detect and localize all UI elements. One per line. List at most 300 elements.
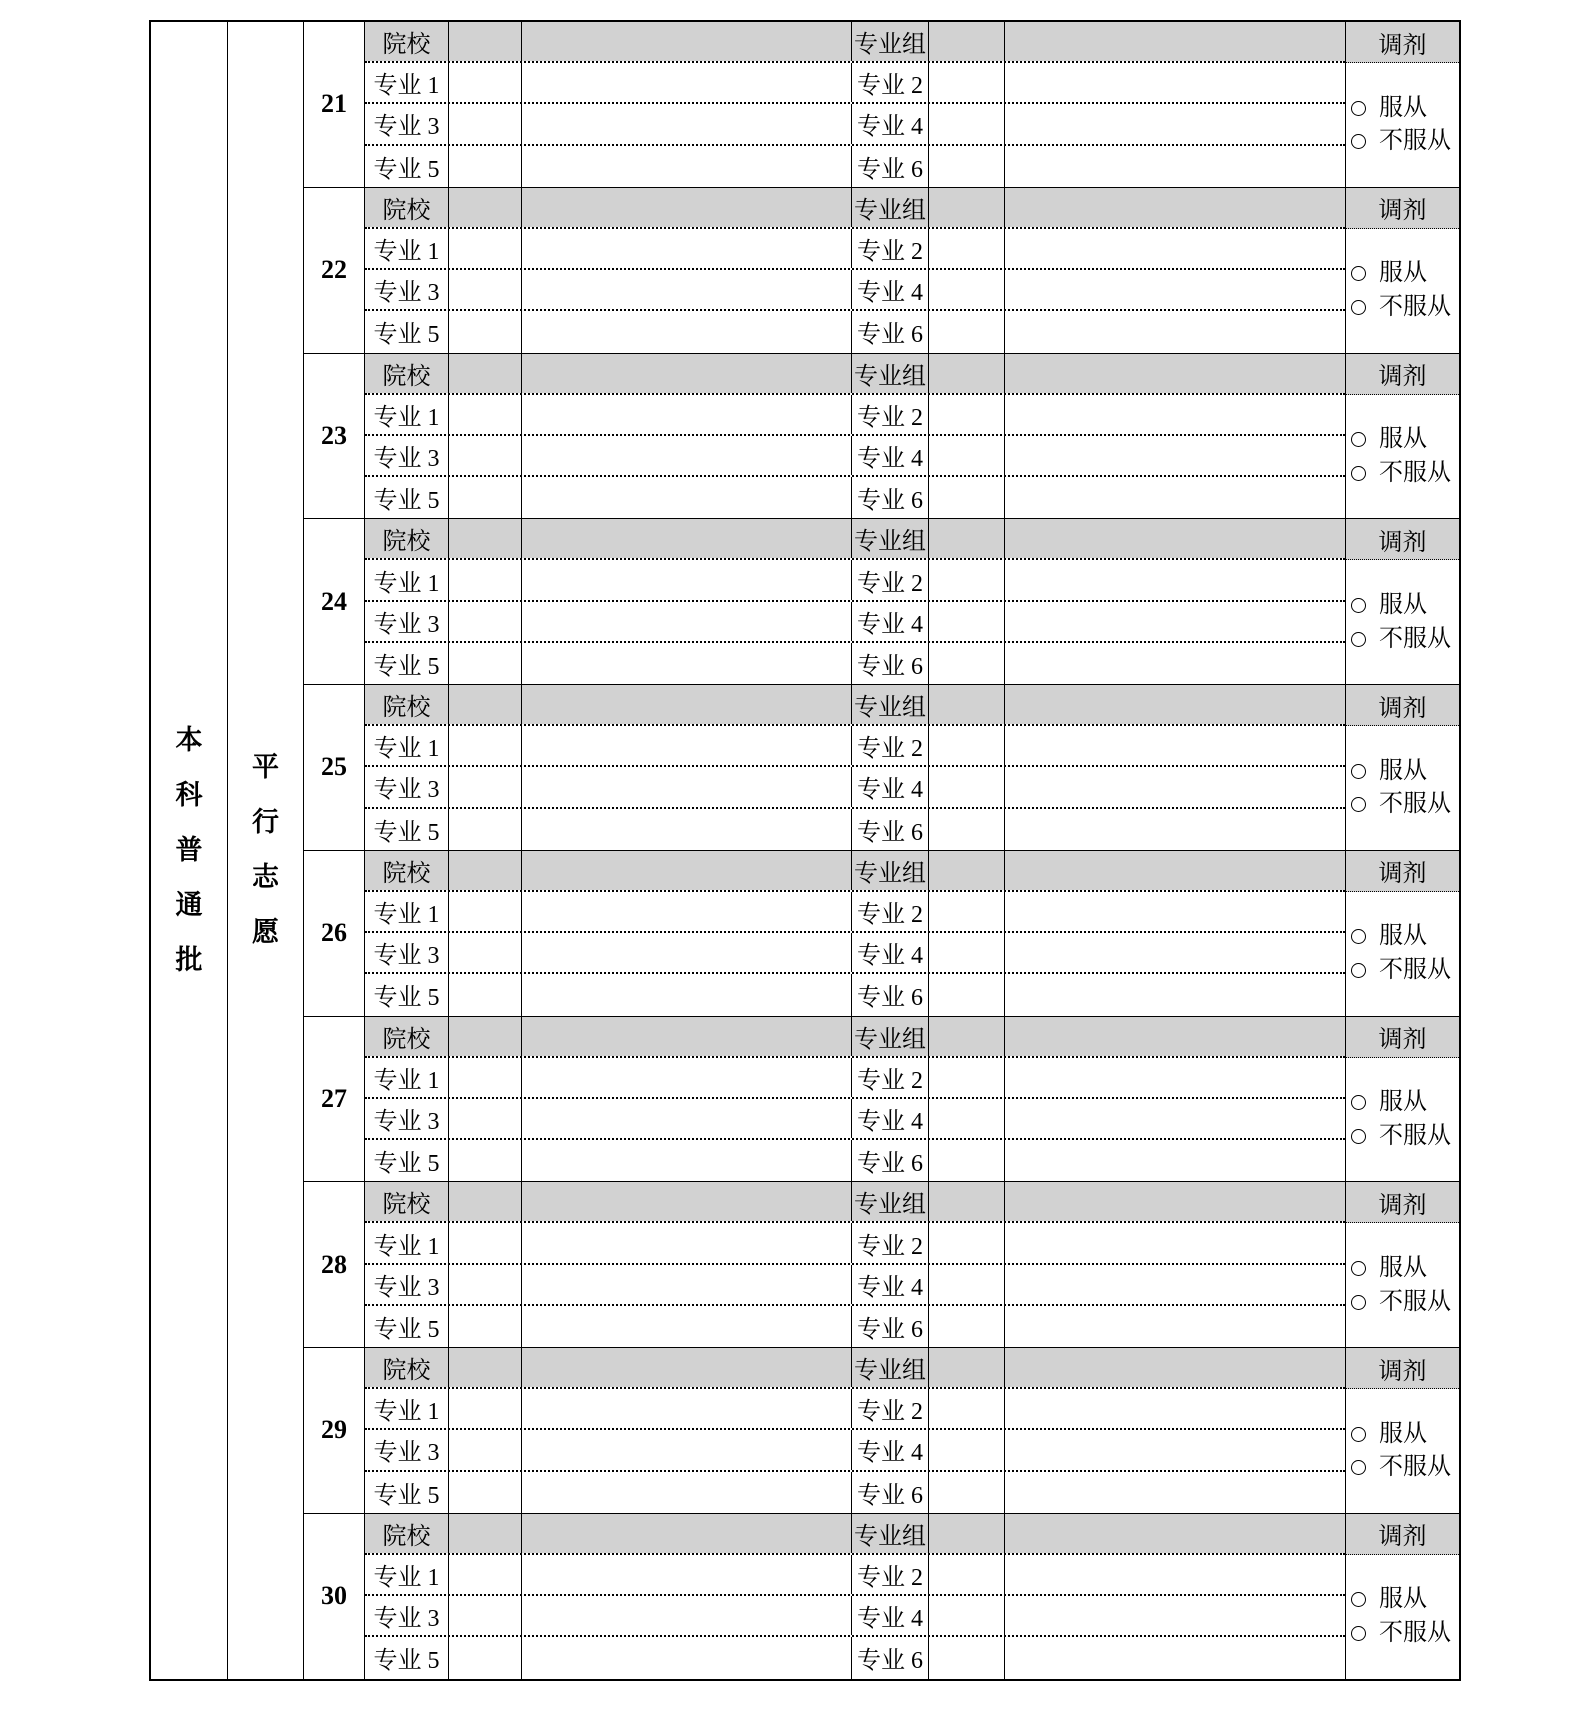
major2-label: 专业 2 — [852, 1555, 929, 1594]
adjust-obey-label: 服从 — [1379, 591, 1427, 618]
major-group-code-input[interactable] — [929, 519, 1005, 558]
major-group-name-input[interactable] — [1005, 519, 1345, 558]
batch-char: 科 — [175, 779, 203, 810]
major6-name-input[interactable] — [1005, 146, 1345, 187]
major1-code-input[interactable] — [449, 892, 522, 931]
major-group-name-input[interactable] — [1005, 1514, 1345, 1553]
major3-name-input[interactable] — [522, 602, 852, 641]
major2-code-input[interactable] — [929, 1555, 1005, 1594]
major2-name-input[interactable] — [1005, 892, 1345, 931]
major-row-1-2 — [365, 726, 1345, 767]
major3-name-input[interactable] — [522, 270, 852, 309]
major2-name-input[interactable] — [1005, 1058, 1345, 1097]
major1-name-input[interactable] — [522, 395, 852, 434]
major4-label: 专业 4 — [852, 602, 929, 641]
major4-code-input[interactable] — [929, 1430, 1005, 1469]
major4-name-input[interactable] — [1005, 1099, 1345, 1138]
major6-code-input[interactable] — [929, 1306, 1005, 1347]
major2-name-input[interactable] — [1005, 63, 1345, 102]
major-row-3-4 — [365, 1099, 1345, 1140]
major-group-code-input[interactable] — [929, 851, 1005, 890]
major5-name-input[interactable] — [522, 311, 852, 352]
major1-code-input[interactable] — [449, 560, 522, 599]
radio-not-obey-icon[interactable] — [1351, 632, 1366, 647]
adjust-obey-label: 服从 — [1379, 94, 1427, 121]
radio-not-obey-icon[interactable] — [1351, 1626, 1366, 1641]
major6-name-input[interactable] — [1005, 643, 1345, 684]
adjust-not-obey-option[interactable] — [1351, 1122, 1459, 1151]
adjust-obey-option[interactable] — [1351, 922, 1459, 951]
major6-name-input[interactable] — [1005, 477, 1345, 518]
major1-name-input[interactable] — [522, 63, 852, 102]
adjust-label: 调剂 — [1346, 519, 1459, 560]
college-code-input[interactable] — [449, 354, 522, 393]
radio-obey-icon[interactable] — [1351, 929, 1366, 944]
college-header-row — [365, 188, 1345, 229]
choice-number: 30 — [304, 1514, 365, 1679]
major2-name-input[interactable] — [1005, 726, 1345, 765]
choice-number: 26 — [304, 851, 365, 1016]
college-label: 院校 — [365, 851, 449, 890]
major2-name-input[interactable] — [1005, 1389, 1345, 1428]
major4-code-input[interactable] — [929, 933, 1005, 972]
major-group-name-input[interactable] — [1005, 1348, 1345, 1387]
major3-name-input[interactable] — [522, 1265, 852, 1304]
major6-name-input[interactable] — [1005, 311, 1345, 352]
adjust-options — [1346, 892, 1459, 1016]
major-row-1-2 — [365, 1223, 1345, 1264]
major2-name-input[interactable] — [1005, 560, 1345, 599]
major1-code-input[interactable] — [449, 63, 522, 102]
radio-obey-icon[interactable] — [1351, 432, 1366, 447]
choice-number: 28 — [304, 1182, 365, 1347]
major6-label: 专业 6 — [852, 1140, 929, 1181]
blocks-container — [304, 22, 1459, 1679]
major-row-1-2 — [365, 892, 1345, 933]
college-code-input[interactable] — [449, 188, 522, 227]
major3-code-input[interactable] — [449, 270, 522, 309]
major5-name-input[interactable] — [522, 1306, 852, 1347]
major4-code-input[interactable] — [929, 1265, 1005, 1304]
choice-block — [304, 519, 1459, 685]
major6-name-input[interactable] — [1005, 1306, 1345, 1347]
major-group-name-input[interactable] — [1005, 851, 1345, 890]
major4-label: 专业 4 — [852, 1596, 929, 1635]
major2-code-input[interactable] — [929, 1223, 1005, 1262]
major1-name-input[interactable] — [522, 1389, 852, 1428]
major5-name-input[interactable] — [522, 1637, 852, 1678]
major3-label: 专业 3 — [365, 767, 449, 806]
major-group-code-input[interactable] — [929, 1182, 1005, 1221]
major1-code-input[interactable] — [449, 1223, 522, 1262]
radio-not-obey-icon[interactable] — [1351, 797, 1366, 812]
major4-name-input[interactable] — [1005, 104, 1345, 143]
major4-code-input[interactable] — [929, 436, 1005, 475]
adjust-not-obey-label: 不服从 — [1379, 957, 1451, 984]
adjust-label: 调剂 — [1346, 22, 1459, 63]
radio-not-obey-icon[interactable] — [1351, 466, 1366, 481]
block-rows — [365, 188, 1345, 353]
major3-name-input[interactable] — [522, 933, 852, 972]
adjust-not-obey-option[interactable] — [1351, 625, 1459, 654]
major4-label: 专业 4 — [852, 436, 929, 475]
major2-code-input[interactable] — [929, 892, 1005, 931]
major6-name-input[interactable] — [1005, 1140, 1345, 1181]
adjust-obey-option[interactable] — [1351, 259, 1459, 288]
college-header-row — [365, 1017, 1345, 1058]
college-name-input[interactable] — [522, 1017, 852, 1056]
major4-code-input[interactable] — [929, 1099, 1005, 1138]
major-group-name-input[interactable] — [1005, 22, 1345, 61]
batch-char: 普 — [175, 834, 203, 865]
major3-code-input[interactable] — [449, 1430, 522, 1469]
major6-code-input[interactable] — [929, 1472, 1005, 1513]
major-group-name-input[interactable] — [1005, 1182, 1345, 1221]
major4-label: 专业 4 — [852, 767, 929, 806]
adjust-obey-option[interactable] — [1351, 1254, 1459, 1283]
major2-code-input[interactable] — [929, 560, 1005, 599]
major2-code-input[interactable] — [929, 726, 1005, 765]
major2-code-input[interactable] — [929, 395, 1005, 434]
major1-name-input[interactable] — [522, 1223, 852, 1262]
major2-name-input[interactable] — [1005, 229, 1345, 268]
major2-label: 专业 2 — [852, 892, 929, 931]
major2-label: 专业 2 — [852, 395, 929, 434]
major3-code-input[interactable] — [449, 1265, 522, 1304]
adjust-column — [1345, 519, 1459, 684]
college-code-input[interactable] — [449, 22, 522, 61]
major3-name-input[interactable] — [522, 104, 852, 143]
college-code-input[interactable] — [449, 685, 522, 724]
college-name-input[interactable] — [522, 851, 852, 890]
major4-name-input[interactable] — [1005, 933, 1345, 972]
major6-name-input[interactable] — [1005, 809, 1345, 850]
adjust-options — [1346, 63, 1459, 187]
radio-obey-icon[interactable] — [1351, 1095, 1366, 1110]
major-group-name-input[interactable] — [1005, 1017, 1345, 1056]
major-row-5-6 — [365, 974, 1345, 1015]
radio-obey-icon[interactable] — [1351, 1427, 1366, 1442]
major5-name-input[interactable] — [522, 146, 852, 187]
major1-name-input[interactable] — [522, 1058, 852, 1097]
major3-code-input[interactable] — [449, 1099, 522, 1138]
major1-code-input[interactable] — [449, 395, 522, 434]
radio-not-obey-icon[interactable] — [1351, 1460, 1366, 1475]
major4-name-input[interactable] — [1005, 1265, 1345, 1304]
college-label: 院校 — [365, 188, 449, 227]
radio-not-obey-icon[interactable] — [1351, 300, 1366, 315]
major4-code-input[interactable] — [929, 104, 1005, 143]
major-row-5-6 — [365, 1637, 1345, 1678]
major3-code-input[interactable] — [449, 933, 522, 972]
major6-code-input[interactable] — [929, 1637, 1005, 1678]
major-group-label: 专业组 — [852, 1348, 929, 1387]
major-row-5-6 — [365, 809, 1345, 850]
major1-code-input[interactable] — [449, 1389, 522, 1428]
adjust-not-obey-label: 不服从 — [1379, 791, 1451, 818]
adjust-obey-label: 服从 — [1379, 757, 1427, 784]
major3-label: 专业 3 — [365, 602, 449, 641]
major-group-name-input[interactable] — [1005, 188, 1345, 227]
adjust-not-obey-option[interactable] — [1351, 1288, 1459, 1317]
major6-name-input[interactable] — [1005, 1637, 1345, 1678]
major6-name-input[interactable] — [1005, 974, 1345, 1015]
choice-block — [304, 851, 1459, 1017]
major-group-label: 专业组 — [852, 188, 929, 227]
adjust-not-obey-option[interactable] — [1351, 127, 1459, 156]
major5-name-input[interactable] — [522, 1472, 852, 1513]
college-header-row — [365, 354, 1345, 395]
major2-label: 专业 2 — [852, 726, 929, 765]
major4-code-input[interactable] — [929, 602, 1005, 641]
college-label: 院校 — [365, 354, 449, 393]
major6-label: 专业 6 — [852, 1472, 929, 1513]
major1-code-input[interactable] — [449, 1555, 522, 1594]
college-name-input[interactable] — [522, 1348, 852, 1387]
choice-block — [304, 1182, 1459, 1348]
major4-name-input[interactable] — [1005, 767, 1345, 806]
block-rows — [365, 685, 1345, 850]
major-row-3-4 — [365, 933, 1345, 974]
radio-not-obey-icon[interactable] — [1351, 1129, 1366, 1144]
college-code-input[interactable] — [449, 1348, 522, 1387]
major2-code-input[interactable] — [929, 1389, 1005, 1428]
college-name-input[interactable] — [522, 685, 852, 724]
adjust-not-obey-option[interactable] — [1351, 459, 1459, 488]
major5-code-input[interactable] — [449, 146, 522, 187]
adjust-obey-option[interactable] — [1351, 425, 1459, 454]
radio-not-obey-icon[interactable] — [1351, 1295, 1366, 1310]
major3-name-input[interactable] — [522, 1099, 852, 1138]
adjust-not-obey-label: 不服从 — [1379, 1288, 1451, 1315]
college-code-input[interactable] — [449, 519, 522, 558]
adjust-not-obey-option[interactable] — [1351, 956, 1459, 985]
adjust-obey-label: 服从 — [1379, 923, 1427, 950]
major2-label: 专业 2 — [852, 1058, 929, 1097]
major5-name-input[interactable] — [522, 477, 852, 518]
major5-code-input[interactable] — [449, 311, 522, 352]
major-group-label: 专业组 — [852, 519, 929, 558]
major3-code-input[interactable] — [449, 436, 522, 475]
major2-name-input[interactable] — [1005, 395, 1345, 434]
major6-code-input[interactable] — [929, 643, 1005, 684]
major-row-5-6 — [365, 643, 1345, 684]
major3-name-input[interactable] — [522, 1596, 852, 1635]
college-name-input[interactable] — [522, 22, 852, 61]
major5-code-input[interactable] — [449, 1637, 522, 1678]
major6-code-input[interactable] — [929, 477, 1005, 518]
major1-code-input[interactable] — [449, 726, 522, 765]
major1-name-input[interactable] — [522, 726, 852, 765]
major5-code-input[interactable] — [449, 477, 522, 518]
major-row-3-4 — [365, 270, 1345, 311]
adjust-not-obey-option[interactable] — [1351, 1453, 1459, 1482]
major3-code-input[interactable] — [449, 767, 522, 806]
major5-label: 专业 5 — [365, 809, 449, 850]
major3-code-input[interactable] — [449, 602, 522, 641]
college-code-input[interactable] — [449, 1182, 522, 1221]
major5-name-input[interactable] — [522, 1140, 852, 1181]
major1-label: 专业 1 — [365, 229, 449, 268]
choice-number: 22 — [304, 188, 365, 353]
major2-code-input[interactable] — [929, 229, 1005, 268]
major-group-code-input[interactable] — [929, 22, 1005, 61]
adjust-options — [1346, 560, 1459, 684]
major1-code-input[interactable] — [449, 229, 522, 268]
major1-label: 专业 1 — [365, 726, 449, 765]
major6-label: 专业 6 — [852, 809, 929, 850]
major4-name-input[interactable] — [1005, 1430, 1345, 1469]
major5-label: 专业 5 — [365, 1472, 449, 1513]
major4-label: 专业 4 — [852, 270, 929, 309]
college-name-input[interactable] — [522, 1514, 852, 1553]
major2-name-input[interactable] — [1005, 1555, 1345, 1594]
choice-number: 25 — [304, 685, 365, 850]
major2-code-input[interactable] — [929, 63, 1005, 102]
major3-code-input[interactable] — [449, 104, 522, 143]
major-group-code-input[interactable] — [929, 188, 1005, 227]
major6-name-input[interactable] — [1005, 1472, 1345, 1513]
major-group-code-input[interactable] — [929, 685, 1005, 724]
college-label: 院校 — [365, 685, 449, 724]
college-code-input[interactable] — [449, 1514, 522, 1553]
major4-name-input[interactable] — [1005, 436, 1345, 475]
adjust-obey-option[interactable] — [1351, 757, 1459, 786]
major2-name-input[interactable] — [1005, 1223, 1345, 1262]
major1-name-input[interactable] — [522, 1555, 852, 1594]
major5-name-input[interactable] — [522, 974, 852, 1015]
major6-label: 专业 6 — [852, 311, 929, 352]
radio-obey-icon[interactable] — [1351, 598, 1366, 613]
adjust-options — [1346, 1389, 1459, 1513]
major4-code-input[interactable] — [929, 1596, 1005, 1635]
college-name-input[interactable] — [522, 188, 852, 227]
major1-code-input[interactable] — [449, 1058, 522, 1097]
major5-label: 专业 5 — [365, 1140, 449, 1181]
major-group-code-input[interactable] — [929, 1514, 1005, 1553]
adjust-column — [1345, 1348, 1459, 1513]
major4-name-input[interactable] — [1005, 270, 1345, 309]
adjust-label: 调剂 — [1346, 188, 1459, 229]
major5-label: 专业 5 — [365, 477, 449, 518]
major6-code-input[interactable] — [929, 311, 1005, 352]
major5-code-input[interactable] — [449, 1140, 522, 1181]
major5-label: 专业 5 — [365, 146, 449, 187]
major1-name-input[interactable] — [522, 229, 852, 268]
major-row-3-4 — [365, 602, 1345, 643]
major4-name-input[interactable] — [1005, 602, 1345, 641]
major5-label: 专业 5 — [365, 1306, 449, 1347]
adjust-obey-option[interactable] — [1351, 1420, 1459, 1449]
major-group-label: 专业组 — [852, 851, 929, 890]
major5-code-input[interactable] — [449, 809, 522, 850]
major5-code-input[interactable] — [449, 1306, 522, 1347]
major-row-1-2 — [365, 395, 1345, 436]
adjust-label: 调剂 — [1346, 1017, 1459, 1058]
radio-obey-icon[interactable] — [1351, 266, 1366, 281]
major6-label: 专业 6 — [852, 643, 929, 684]
major4-code-input[interactable] — [929, 767, 1005, 806]
major5-name-input[interactable] — [522, 643, 852, 684]
radio-obey-icon[interactable] — [1351, 764, 1366, 779]
college-name-input[interactable] — [522, 354, 852, 393]
major1-label: 专业 1 — [365, 1058, 449, 1097]
major2-label: 专业 2 — [852, 63, 929, 102]
major-group-code-input[interactable] — [929, 1017, 1005, 1056]
adjust-not-obey-option[interactable] — [1351, 790, 1459, 819]
major-row-1-2 — [365, 560, 1345, 601]
major6-code-input[interactable] — [929, 146, 1005, 187]
radio-not-obey-icon[interactable] — [1351, 963, 1366, 978]
college-code-input[interactable] — [449, 851, 522, 890]
radio-not-obey-icon[interactable] — [1351, 134, 1366, 149]
college-header-row — [365, 851, 1345, 892]
radio-obey-icon[interactable] — [1351, 1261, 1366, 1276]
adjust-not-obey-option[interactable] — [1351, 293, 1459, 322]
major5-name-input[interactable] — [522, 809, 852, 850]
major4-name-input[interactable] — [1005, 1596, 1345, 1635]
mode-char: 愿 — [252, 917, 279, 948]
adjust-options — [1346, 395, 1459, 519]
batch-column — [151, 22, 228, 1679]
adjust-obey-option[interactable] — [1351, 1088, 1459, 1117]
adjust-options — [1346, 726, 1459, 850]
major5-code-input[interactable] — [449, 974, 522, 1015]
major5-code-input[interactable] — [449, 643, 522, 684]
major-group-name-input[interactable] — [1005, 354, 1345, 393]
college-name-input[interactable] — [522, 519, 852, 558]
major-group-code-input[interactable] — [929, 1348, 1005, 1387]
major5-label: 专业 5 — [365, 974, 449, 1015]
major3-code-input[interactable] — [449, 1596, 522, 1635]
major2-label: 专业 2 — [852, 1389, 929, 1428]
major5-label: 专业 5 — [365, 643, 449, 684]
college-header-row — [365, 1182, 1345, 1223]
college-name-input[interactable] — [522, 1182, 852, 1221]
radio-obey-icon[interactable] — [1351, 101, 1366, 116]
major6-label: 专业 6 — [852, 974, 929, 1015]
major6-code-input[interactable] — [929, 1140, 1005, 1181]
adjust-obey-option[interactable] — [1351, 1585, 1459, 1614]
major-row-3-4 — [365, 1430, 1345, 1471]
major2-code-input[interactable] — [929, 1058, 1005, 1097]
major4-code-input[interactable] — [929, 270, 1005, 309]
block-rows — [365, 519, 1345, 684]
radio-obey-icon[interactable] — [1351, 1592, 1366, 1607]
major6-label: 专业 6 — [852, 146, 929, 187]
major6-code-input[interactable] — [929, 809, 1005, 850]
major6-code-input[interactable] — [929, 974, 1005, 1015]
major5-code-input[interactable] — [449, 1472, 522, 1513]
major3-name-input[interactable] — [522, 767, 852, 806]
major1-name-input[interactable] — [522, 892, 852, 931]
major3-label: 专业 3 — [365, 104, 449, 143]
choice-block — [304, 1348, 1459, 1514]
college-label: 院校 — [365, 1514, 449, 1553]
major3-name-input[interactable] — [522, 436, 852, 475]
major3-name-input[interactable] — [522, 1430, 852, 1469]
adjust-obey-option[interactable] — [1351, 94, 1459, 123]
major1-name-input[interactable] — [522, 560, 852, 599]
major-group-name-input[interactable] — [1005, 685, 1345, 724]
college-code-input[interactable] — [449, 1017, 522, 1056]
major-group-code-input[interactable] — [929, 354, 1005, 393]
adjust-not-obey-label: 不服从 — [1379, 459, 1451, 486]
adjust-obey-option[interactable] — [1351, 591, 1459, 620]
adjust-not-obey-option[interactable] — [1351, 1619, 1459, 1648]
major-row-1-2 — [365, 229, 1345, 270]
major4-label: 专业 4 — [852, 1430, 929, 1469]
